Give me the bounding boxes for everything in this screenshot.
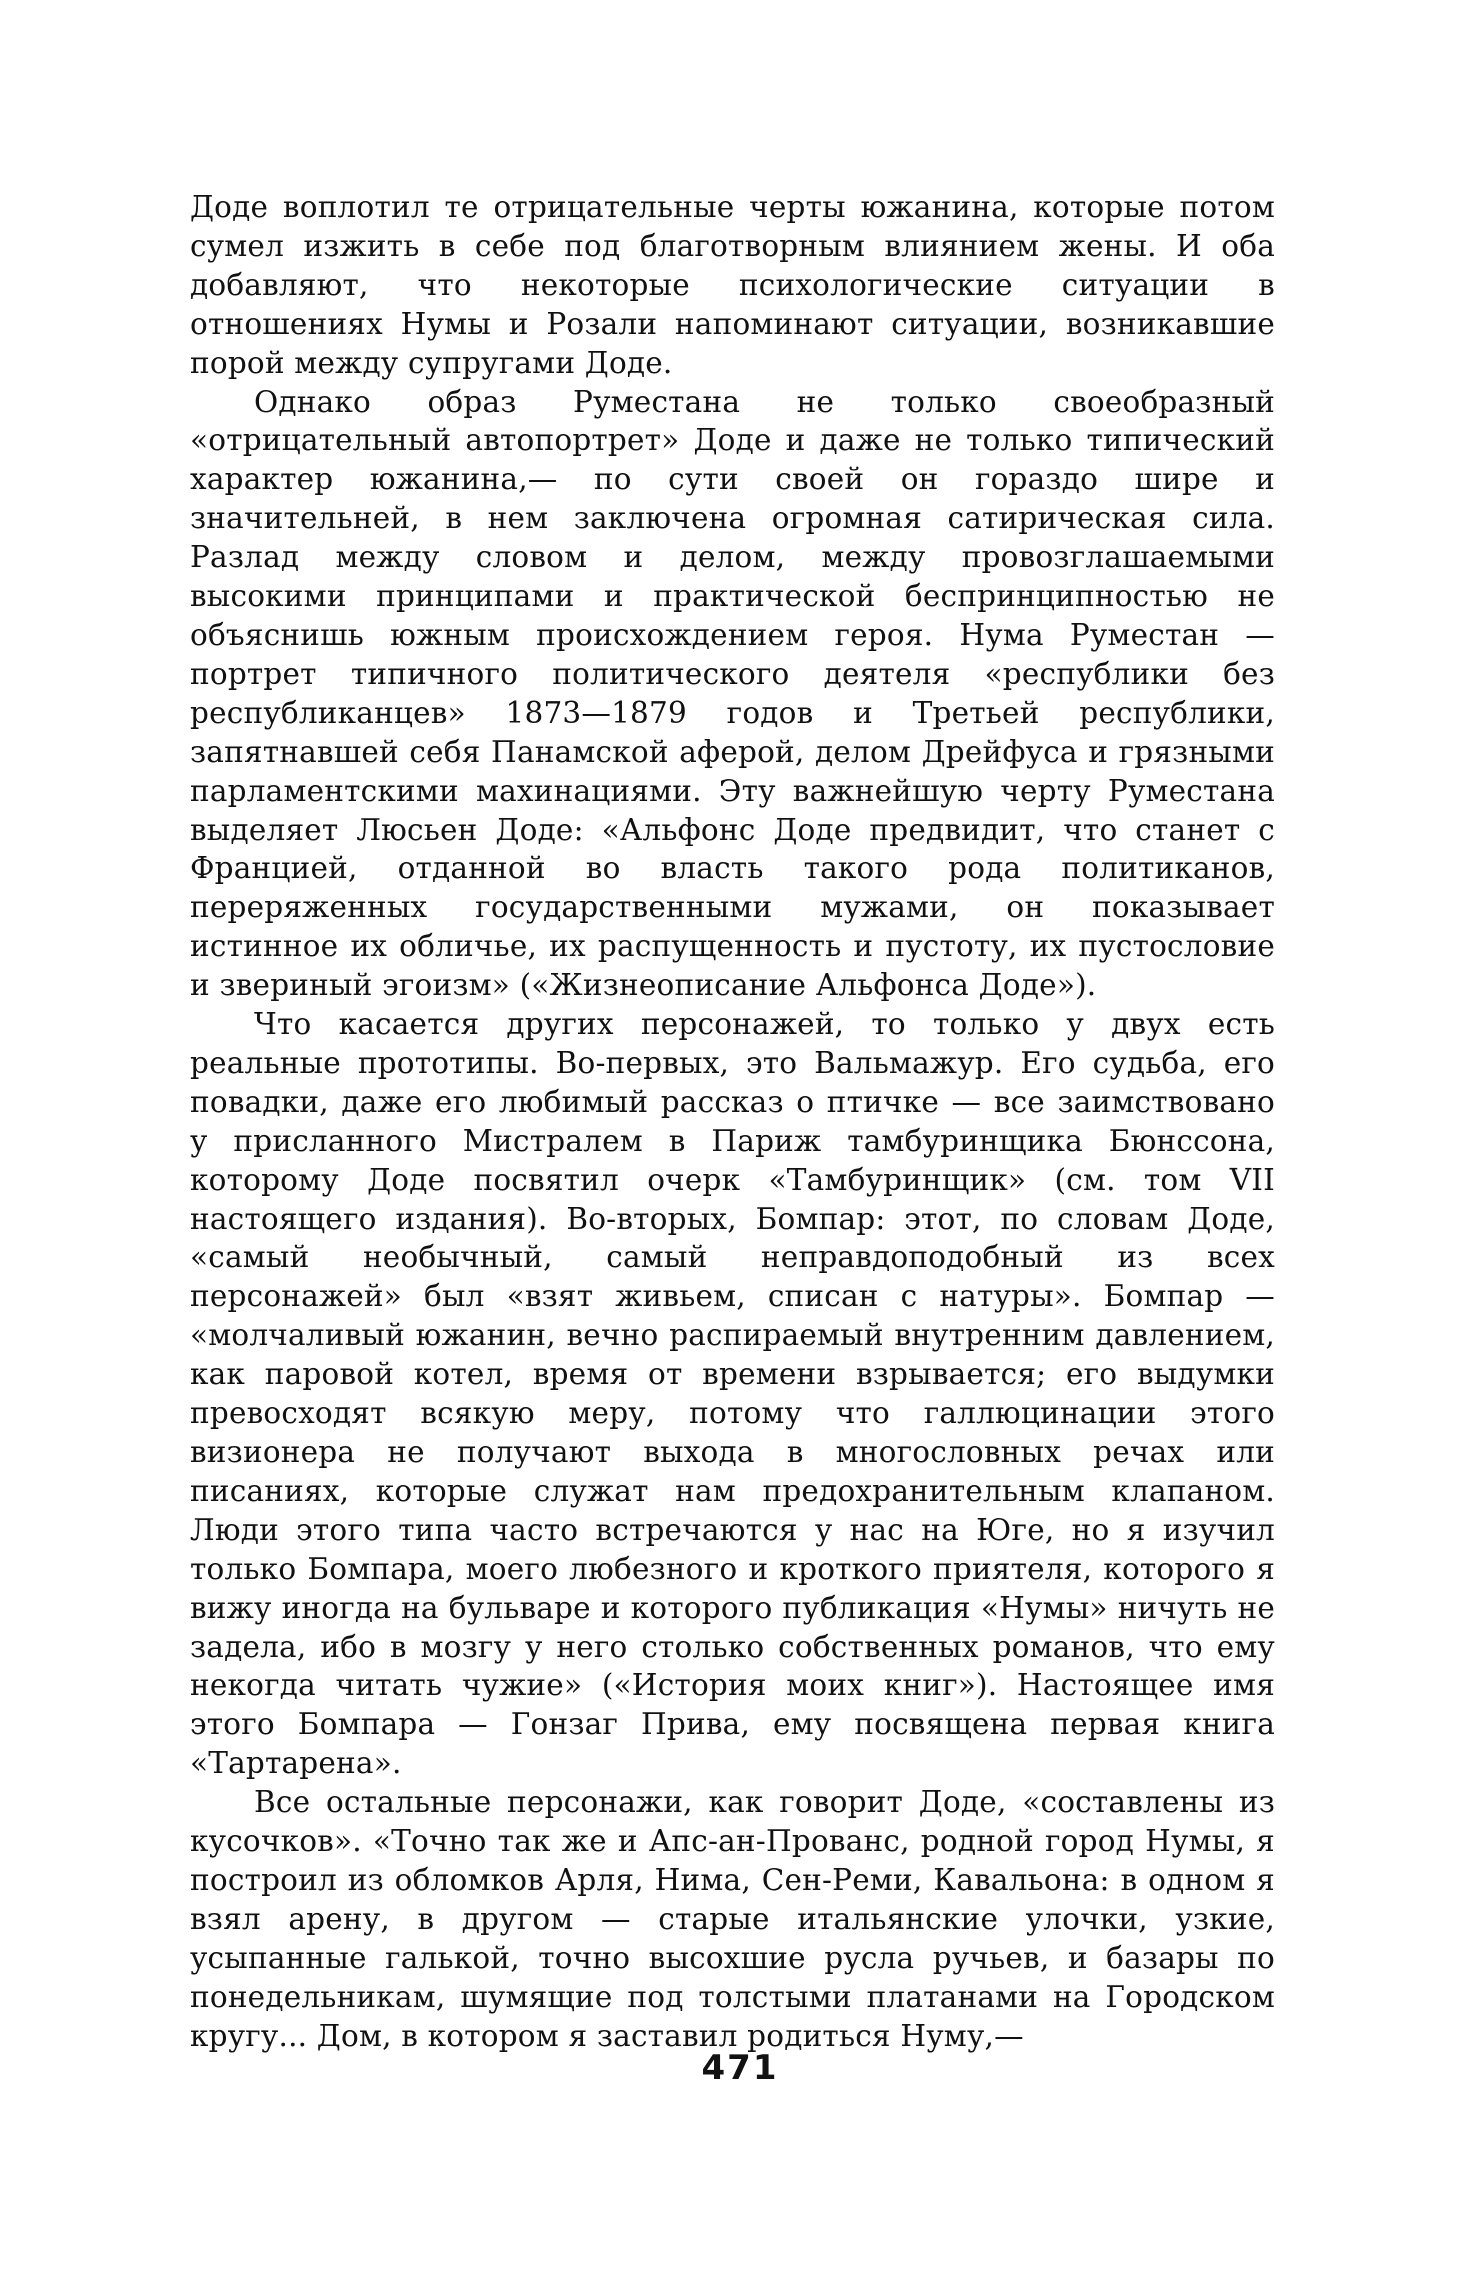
paragraph-2: Однако образ Руместана не только своеобразный «отрицательный автопортрет» Доде и даже не только типический характер южанина,— по сути своей он гораздо шире и значительней, в нем заключена огромная сатирическая сила. Разлад между словом и делом, между провозглашаемыми высокими принципами и практической беспринципностью не объяснишь южным происхождением героя. Нума Руместан — портрет типичного политического деятеля «республики без республиканцев» 1873—1879 годов и Третьей республики, запятнавшей себя Панамской аферой, делом Дрейфуса и грязными парламентскими махинациями. Эту важнейшую черту Руместана выделяет Люсьен Доде: «Альфонс Доде предвидит, что станет с Францией, отданной во власть такого рода политиканов, переряженных государственными мужами, он показывает истинное их обличье, их распущенность и пустоту, их пустословие и звериный эгоизм» («Жизнеописание Альфонса Доде»). xyxy=(190,384,1275,1003)
paragraph-1: Доде воплотил те отрицательные черты южанина, которые потом сумел изжить в себе под благотворным влиянием жены. И оба добавляют, что некоторые психологические ситуации в отношениях Нумы и Розали напоминают ситуации, возникавшие порой между супругами Доде. xyxy=(190,190,1275,380)
paragraph-4: Все остальные персонажи, как говорит Доде, «составлены из кусочков». «Точно так же и Апс-ан-Прованс, родной город Нумы, я построил из обломков Арля, Нима, Сен-Реми, Кавальона: в одном я взял арену, в другом — старые итальянские улочки, узкие, усыпанные галькой, точно высохшие русла ручьев, и базары по понедельникам, шумящие под толстыми платанами на Городском кругу... Дом, в котором я заставил родиться Нуму,— xyxy=(190,1785,1275,2053)
page-number: 471 xyxy=(701,2048,779,2088)
paragraph-3: Что касается других персонажей, то только у двух есть реальные прототипы. Во-первых, это Вальмажур. Его судьба, его повадки, даже его любимый рассказ о птичке — все заимствовано у присланного Мистралем в Париж тамбуринщика Бюнссона, которому Доде посвятил очерк «Тамбуринщик» (см. том VII настоящего издания). Во-вторых, Бомпар: этот, по словам Доде, «самый необычный, самый неправдоподобный из всех персонажей» был «взят живьем, списан с натуры». Бомпар — «молчаливый южанин, вечно распираемый внутренним давлением, как паровой котел, время от времени взрывается; его выдумки превосходят всякую меру, потому что галлюцинации этого визионера не получают выхода в многословных речах или писаниях, которые служат нам предохранительным клапаном. Люди этого типа часто встречаются у нас на Юге, но я изучил только Бомпара, моего любезного и кроткого приятеля, которого я вижу иногда на бульваре и которого публикация «Нумы» ничуть не задела, ибо в мозгу у него столько собственных романов, что ему некогда читать чужие» («История моих книг»). Настоящее имя этого Бомпара — Гонзаг Прива, ему посвящена первая книга «Тартарена». xyxy=(190,1007,1275,1781)
book-page-text xyxy=(190,188,1275,2056)
